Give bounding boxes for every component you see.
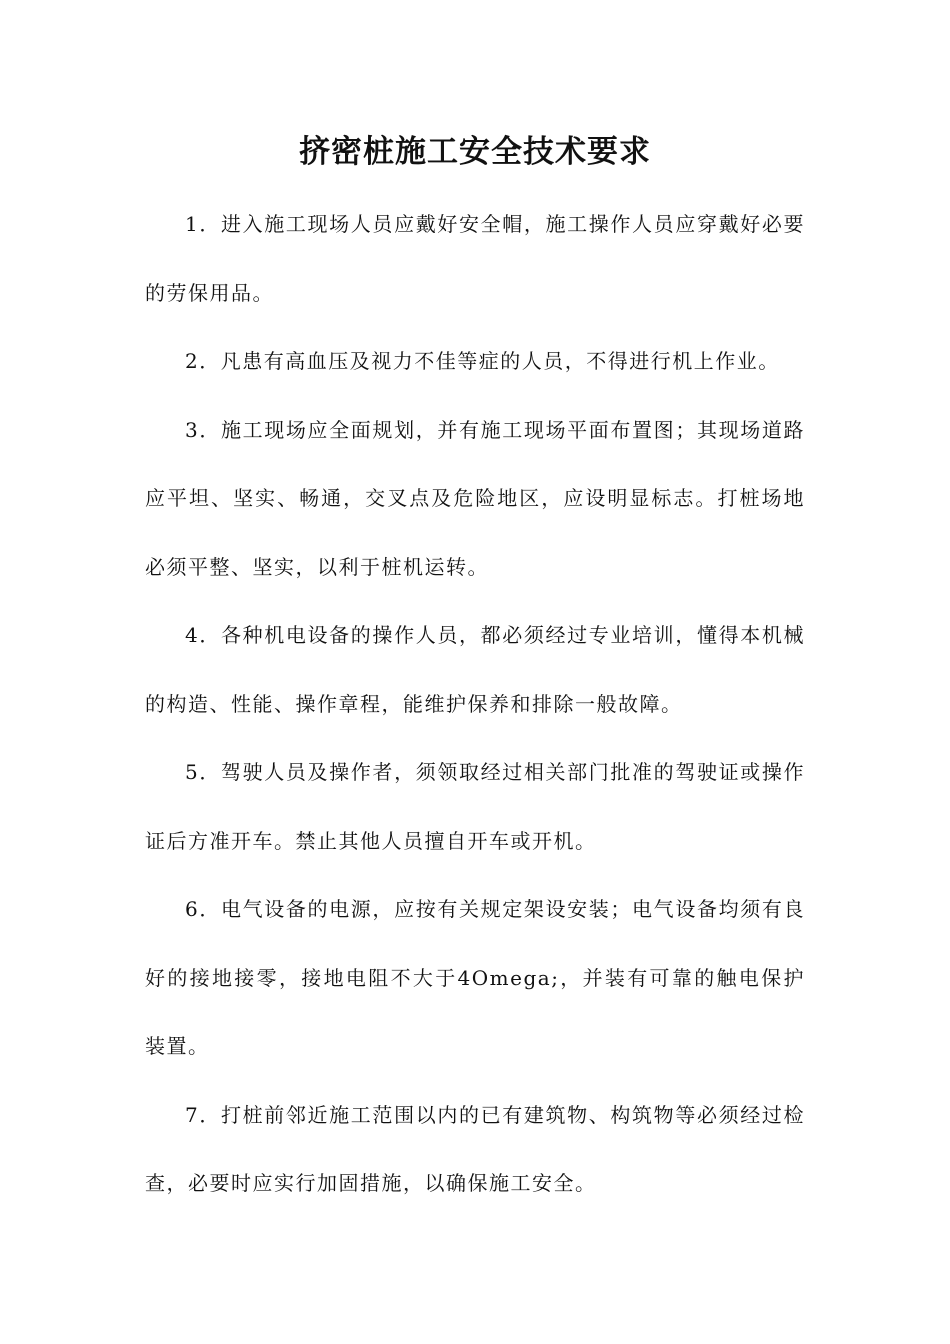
paragraph-3: 3．施工现场应全面规划，并有施工现场平面布置图；其现场道路应平坦、坚实、畅通，交叉点及危险地区，应设明显标志。打桩场地必须平整、坚实，以利于桩机运转。 bbox=[145, 417, 805, 579]
paragraph-2: 2．凡患有高血压及视力不佳等症的人员，不得进行机上作业。 bbox=[185, 349, 780, 373]
document-body bbox=[145, 190, 805, 1218]
document-title: 挤密桩施工安全技术要求 bbox=[299, 134, 651, 170]
paragraph-7: 7．打桩前邻近施工范围以内的已有建筑物、构筑物等必须经过检查，必要时应实行加固措施，以确保施工安全。 bbox=[145, 1102, 805, 1195]
paragraph-5: 5．驾驶人员及操作者，须领取经过相关部门批准的驾驶证或操作证后方准开车。禁止其他人员擅自开车或开机。 bbox=[145, 760, 805, 853]
paragraph-4: 4．各种机电设备的操作人员，都必须经过专业培训，懂得本机械的构造、性能、操作章程，能维护保养和排除一般故障。 bbox=[145, 623, 805, 716]
paragraph-1: 1．进入施工现场人员应戴好安全帽，施工操作人员应穿戴好必要的劳保用品。 bbox=[145, 212, 805, 305]
paragraph-6: 6．电气设备的电源，应按有关规定架设安装；电气设备均须有良好的接地接零，接地电阻不大于4Omega;，并装有可靠的触电保护装置。 bbox=[145, 897, 805, 1058]
